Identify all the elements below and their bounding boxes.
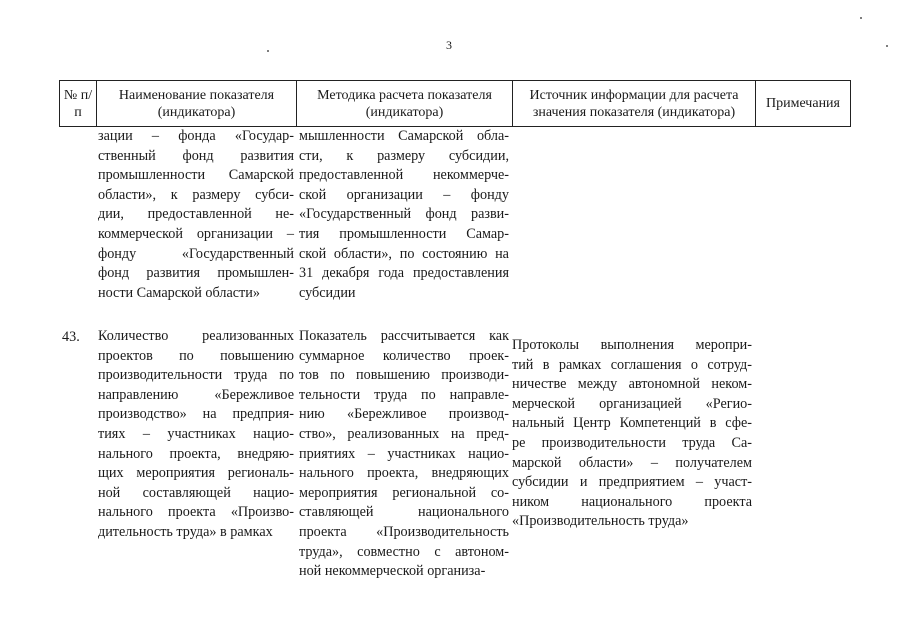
table-header xyxy=(59,80,851,127)
text-line: марской области» – получателем xyxy=(512,454,752,471)
row43-name-cell xyxy=(98,327,294,543)
text-line: мерческой организацией «Регио- xyxy=(512,395,752,412)
cont-method-cell xyxy=(299,127,509,303)
text-line: субсидии xyxy=(299,284,356,301)
text-line: области», к размеру субси- xyxy=(98,186,294,203)
header-num: № п/п xyxy=(60,81,97,126)
text-line: промышленности Самарской xyxy=(98,167,294,184)
scan-speck xyxy=(886,45,888,47)
text-line: производительности труда по xyxy=(98,367,294,384)
text-line: ство», реализованных на пред- xyxy=(299,425,509,442)
text-line: дии, предоставленной не- xyxy=(98,206,294,223)
text-line: тельности труда по направле- xyxy=(299,386,509,403)
text-line: ской организации – фонду xyxy=(299,186,509,203)
header-note: Примечания xyxy=(765,96,840,111)
text-line: ставляющей национального xyxy=(299,504,509,521)
header-name: Наименование показателя (индикатора) xyxy=(97,81,297,126)
page-number: 3 xyxy=(446,38,452,52)
text-line: дительность труда» в рамках xyxy=(98,523,273,540)
text-line: 31 декабря года предоставления xyxy=(299,265,509,282)
text-line: «Государственный фонд разви- xyxy=(299,206,509,223)
text-line: зации – фонда «Государ- xyxy=(98,128,294,144)
text-line: фонд развития промышлен- xyxy=(98,265,294,282)
text-line: суммарное количество проек- xyxy=(299,347,509,364)
text-line: тия промышленности Самар- xyxy=(299,225,509,242)
text-line: труда», совместно с автоном- xyxy=(299,543,509,560)
text-line: ности Самарской области» xyxy=(98,284,260,301)
header-method: Методика расчета показателя (индикатора) xyxy=(297,81,513,126)
text-line: коммерческой организации – xyxy=(98,225,294,242)
scan-speck xyxy=(860,17,862,19)
text-line: нию «Бережливое производ- xyxy=(299,406,509,423)
text-line: ником национального проекта xyxy=(512,493,752,510)
text-line: тов по повышению производи- xyxy=(299,367,509,384)
text-line: тий в рамках соглашения о сотруд- xyxy=(512,356,752,373)
text-line: фонду «Государственный xyxy=(98,245,294,262)
row-number: 43. xyxy=(62,329,80,345)
row43-source-cell xyxy=(512,336,752,532)
text-line: Количество реализованных xyxy=(98,328,294,344)
text-line: сти, к размеру субсидии, xyxy=(299,147,509,164)
text-line: приятиях – участниках нацио- xyxy=(299,445,509,462)
text-line: ской области», по состоянию на xyxy=(299,245,509,262)
row43-method-cell xyxy=(299,327,509,582)
text-line: нального проекта «Произво- xyxy=(98,504,294,521)
text-line: субсидии и предприятием – участ- xyxy=(512,474,752,491)
text-line: предоставленной некоммерче- xyxy=(299,167,509,184)
text-line: ре производительности труда Са- xyxy=(512,434,752,451)
text-line: ной составляющей нацио- xyxy=(98,484,294,501)
text-line: нальный Центр Компетенций в сфе- xyxy=(512,415,752,432)
text-line: проектов по повышению xyxy=(98,347,294,364)
text-line: Показатель рассчитывается как xyxy=(299,328,509,344)
text-line: нального проекта, внедряющих xyxy=(299,465,509,482)
text-line: производство» на предприя- xyxy=(98,406,294,423)
text-line: мероприятия региональной со- xyxy=(299,484,509,501)
scan-speck xyxy=(267,50,269,52)
text-line: «Производительность труда» xyxy=(512,513,689,530)
text-line: ной некоммерческой организа- xyxy=(299,563,486,580)
text-line: мышленности Самарской обла- xyxy=(299,128,509,144)
header-source: Источник информации для расчета значения показателя (индикатора) xyxy=(513,81,756,126)
text-line: нального проекта, внедряю- xyxy=(98,445,294,462)
text-line: щих мероприятия региональ- xyxy=(98,465,294,482)
text-line: тиях – участниках нацио- xyxy=(98,425,294,442)
text-line: проекта «Производительность xyxy=(299,523,509,540)
text-line: направлению «Бережливое xyxy=(98,386,294,403)
cont-name-cell xyxy=(98,127,294,303)
text-line: ственный фонд развития xyxy=(98,147,294,164)
text-line: ничестве между автономной неком- xyxy=(512,376,752,393)
text-line: Протоколы выполнения меропри- xyxy=(512,337,752,353)
